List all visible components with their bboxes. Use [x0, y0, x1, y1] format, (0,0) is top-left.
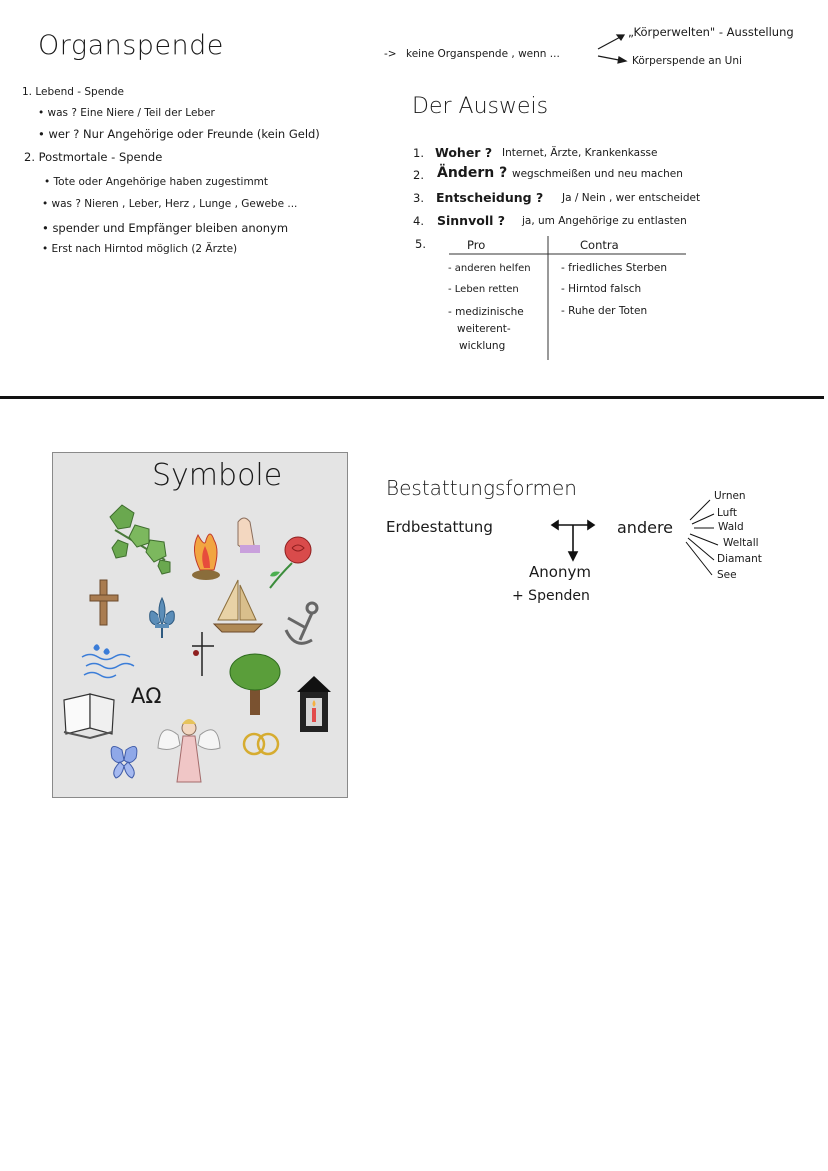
contra-item-1: - friedliches Sterben [561, 262, 668, 274]
bestattung-see: See [717, 569, 737, 581]
cross-icon [192, 632, 214, 676]
bestattung-weltall: Weltall [723, 537, 759, 549]
ausweis-item-4-val: ja, um Angehörige zu entlasten [522, 215, 687, 227]
tree-icon [230, 654, 280, 715]
anonym-label: Anonym [529, 563, 591, 581]
erdbestattung-label: Erdbestattung [386, 518, 493, 536]
anchor-icon [286, 603, 317, 643]
contra-item-2: - Hirntod falsch [561, 283, 642, 295]
contra-header: Contra [580, 238, 619, 252]
keine-organspende-text: keine Organspende , wenn ... [406, 48, 560, 60]
wedding-rings-icon [244, 734, 278, 754]
ausweis-item-2-key: Ändern ? [437, 165, 508, 181]
pro-item-5: wicklung [459, 340, 506, 352]
bestattung-title: Bestattungsformen [386, 476, 577, 500]
butterfly-icon [111, 746, 137, 778]
ausweis-item-1-val: Internet, Ärzte, Krankenkasse [502, 147, 658, 159]
postmortale-bullet-4: • Erst nach Hirntod möglich (2 Ärzte) [42, 243, 238, 255]
ausweis-item-2-val: wegschmeißen und neu machen [512, 168, 683, 180]
lebend-spende-heading: 1. Lebend - Spende [22, 86, 124, 98]
postmortale-bullet-1: • Tote oder Angehörige haben zugestimmt [44, 176, 269, 188]
spenden-label: + Spenden [512, 588, 590, 604]
postmortale-bullet-2: • was ? Nieren , Leber, Herz , Lunge , Gewebe ... [42, 198, 298, 210]
bible-book-icon [64, 694, 114, 738]
ausweis-item-5-num: 5. [415, 237, 426, 251]
koerperwelten-option: „Körperwelten" - Ausstellung [628, 25, 794, 39]
ausweis-item-1-key: Woher ? [435, 145, 493, 160]
bestattung-arrows [552, 521, 594, 560]
fleur-de-lis-icon [150, 598, 175, 638]
branch-arrows [598, 35, 626, 63]
alpha-omega-symbol: ΑΩ [131, 684, 162, 708]
organspende-title: Organspende [38, 30, 224, 61]
pro-item-2: - Leben retten [448, 284, 519, 295]
eternal-flame-icon [192, 534, 220, 580]
angel-icon [158, 719, 220, 782]
ausweis-item-2-num: 2. [413, 168, 424, 182]
postmortale-heading: 2. Postmortale - Spende [24, 150, 163, 164]
wooden-cross-icon [90, 580, 118, 625]
sailboat-icon [214, 580, 262, 632]
ausweis-item-3-val: Ja / Nein , wer entscheidet [562, 192, 701, 204]
praying-hands-icon [238, 518, 260, 553]
grave-lantern-icon [297, 676, 331, 732]
ausweis-item-1-num: 1. [413, 146, 424, 160]
water-waves-icon [82, 645, 134, 678]
keine-arrow: -> [384, 48, 397, 60]
symbole-title: Symbole [152, 458, 283, 493]
pro-item-3: - medizinische [448, 306, 524, 318]
ivy-icon [110, 505, 170, 574]
rose-icon [270, 537, 311, 588]
ausweis-title: Der Ausweis [412, 94, 549, 119]
bestattung-urnen: Urnen [714, 490, 746, 502]
ausweis-item-3-num: 3. [413, 191, 424, 205]
postmortale-bullet-3: • spender und Empfänger bleiben anonym [42, 221, 289, 235]
bestattung-diamant: Diamant [717, 553, 762, 565]
ausweis-item-4-key: Sinnvoll ? [437, 213, 505, 228]
lebend-wer-line: • wer ? Nur Angehörige oder Freunde (kein Geld) [38, 127, 320, 141]
bestattung-luft: Luft [717, 507, 737, 519]
ausweis-item-4-num: 4. [413, 214, 424, 228]
bestattung-wald: Wald [718, 521, 744, 533]
andere-label: andere [617, 518, 674, 537]
lebend-was-line: • was ? Eine Niere / Teil der Leber [38, 107, 215, 119]
pro-header: Pro [467, 238, 486, 252]
pro-item-1: - anderen helfen [448, 263, 531, 274]
ausweis-item-3-key: Entscheidung ? [436, 190, 544, 205]
bestattung-branch-lines [686, 500, 718, 575]
koerperspende-option: Körperspende an Uni [632, 55, 742, 67]
pro-contra-table-lines [449, 236, 686, 360]
pro-item-4: weiterent- [457, 323, 511, 335]
contra-item-3: - Ruhe der Toten [561, 305, 648, 317]
